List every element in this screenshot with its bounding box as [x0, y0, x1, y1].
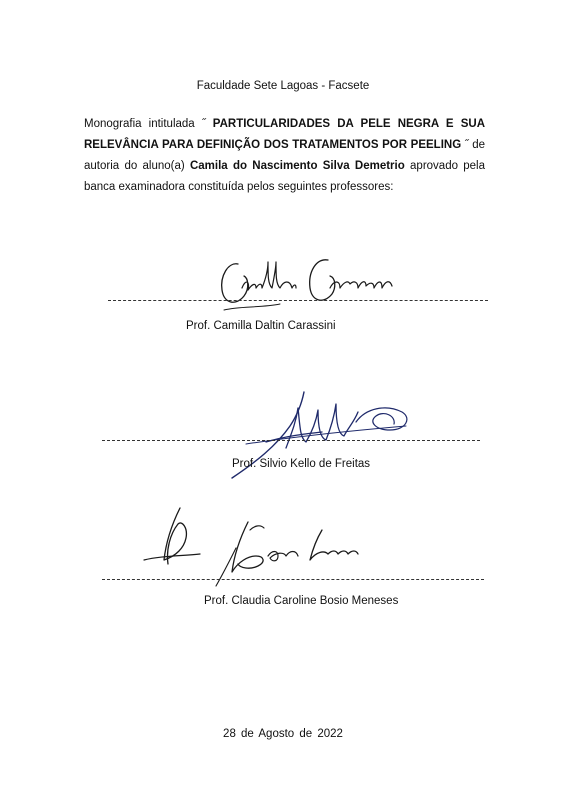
examiner-name-2: Prof. Silvio Kello de Freitas [232, 458, 371, 470]
examiner-name-3: Prof. Claudia Caroline Bosio Meneses [204, 595, 399, 607]
monograph-title: PARTICULARIDADES DA PELE NEGRA E SUA RELEVÂNCIA PARA DEFINIÇÃO DOS TRATAMENTOS POR PEELING [84, 118, 485, 151]
approval-date: 28 de Agosto de 2022 [223, 728, 343, 740]
student-name: Camila do Nascimento Silva Demetrio [189, 160, 405, 172]
signature-1 [210, 248, 410, 318]
signature-line-1 [108, 300, 488, 301]
paragraph-intro: Monografia intitulada ˝ [84, 118, 213, 130]
examiner-name-1: Prof. Camilla Daltin Carassini [186, 320, 336, 332]
approval-paragraph [84, 114, 485, 198]
signature-3 [140, 500, 380, 595]
signature-line-3 [102, 579, 484, 580]
paragraph-author-lead: ˝ de autoria do aluno(a) [84, 139, 485, 172]
paragraph-closing: aprovado pela banca examinadora constituída pelos seguintes professores: [84, 160, 485, 193]
signature-line-2 [102, 440, 480, 441]
institution-name: Faculdade Sete Lagoas - Facsete [196, 80, 370, 92]
